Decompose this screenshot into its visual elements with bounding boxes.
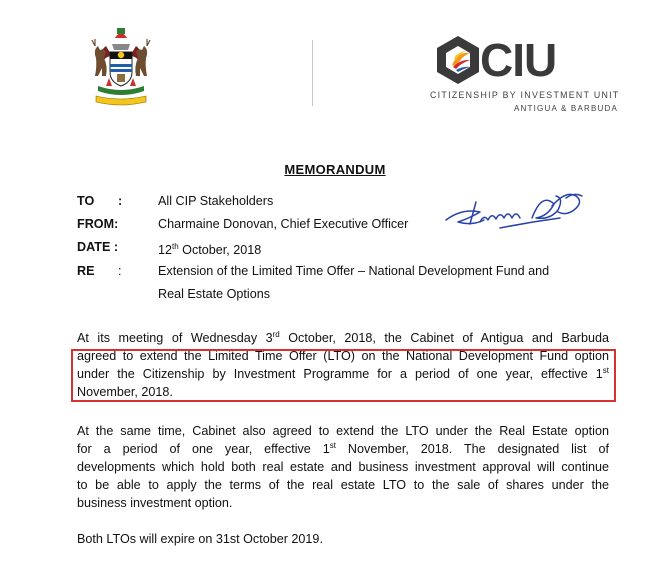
from-value: Charmaine Donovan, Chief Executive Officer xyxy=(158,217,409,231)
ciu-logo-text: CIU xyxy=(480,34,557,86)
to-colon: : xyxy=(118,194,123,208)
date-day: 12 xyxy=(158,243,173,258)
paragraph-3-line-1: Both LTOs will expire on 31st October 2019. xyxy=(77,532,323,546)
coat-of-arms-icon xyxy=(86,24,156,110)
paragraph-1 xyxy=(77,329,609,401)
paragraph-2 xyxy=(77,422,609,512)
date-rest: October, 2018 xyxy=(178,243,262,258)
date-value xyxy=(158,239,261,258)
paragraph-2-line-3: developments which hold both real estate and business investment approval will continue xyxy=(77,460,609,474)
country-name: ANTIGUA & BARBUDA xyxy=(514,104,618,113)
signature-image xyxy=(440,184,600,254)
unit-name: CITIZENSHIP BY INVESTMENT UNIT xyxy=(430,90,620,100)
re-line-2: Real Estate Options xyxy=(158,287,271,301)
to-label: TO xyxy=(77,194,95,208)
letterhead-divider xyxy=(312,40,313,106)
re-label: RE xyxy=(77,264,95,278)
re-colon: : xyxy=(118,264,122,278)
ciu-logo-mark-icon xyxy=(432,34,484,86)
date-label: DATE : xyxy=(77,240,119,254)
re-line-1: Extension of the Limited Time Offer – National Development Fund and xyxy=(158,264,550,278)
ciu-logo xyxy=(424,30,624,118)
paragraph-1-line-4: November, 2018. xyxy=(77,385,173,399)
paragraph-2-line-5: business investment option. xyxy=(77,496,233,510)
to-value: All CIP Stakeholders xyxy=(158,194,274,208)
paragraph-1-line-3: under the Citizenship by Investment Programme for a period of one year, effective 1st xyxy=(77,365,609,381)
paragraph-3 xyxy=(77,530,609,548)
paragraph-1-line-2: agreed to extend the Limited Time Offer (LTO) on the National Development Fund option xyxy=(77,349,609,363)
paragraph-2-line-1: At the same time, Cabinet also agreed to extend the LTO under the Real Estate option xyxy=(77,424,609,438)
date-suffix: th xyxy=(172,242,179,251)
paragraph-2-line-2: for a period of one year, effective 1st November, 2018. The designated list of xyxy=(77,440,609,456)
paragraph-2-line-4: to be able to apply the terms of the real estate LTO to the sale of shares under the xyxy=(77,478,609,492)
memo-title: MEMORANDUM xyxy=(284,162,386,177)
paragraph-1-line-1: At its meeting of Wednesday 3rd October, 2018, the Cabinet of Antigua and Barbuda xyxy=(77,329,609,345)
from-label: FROM: xyxy=(77,217,119,231)
